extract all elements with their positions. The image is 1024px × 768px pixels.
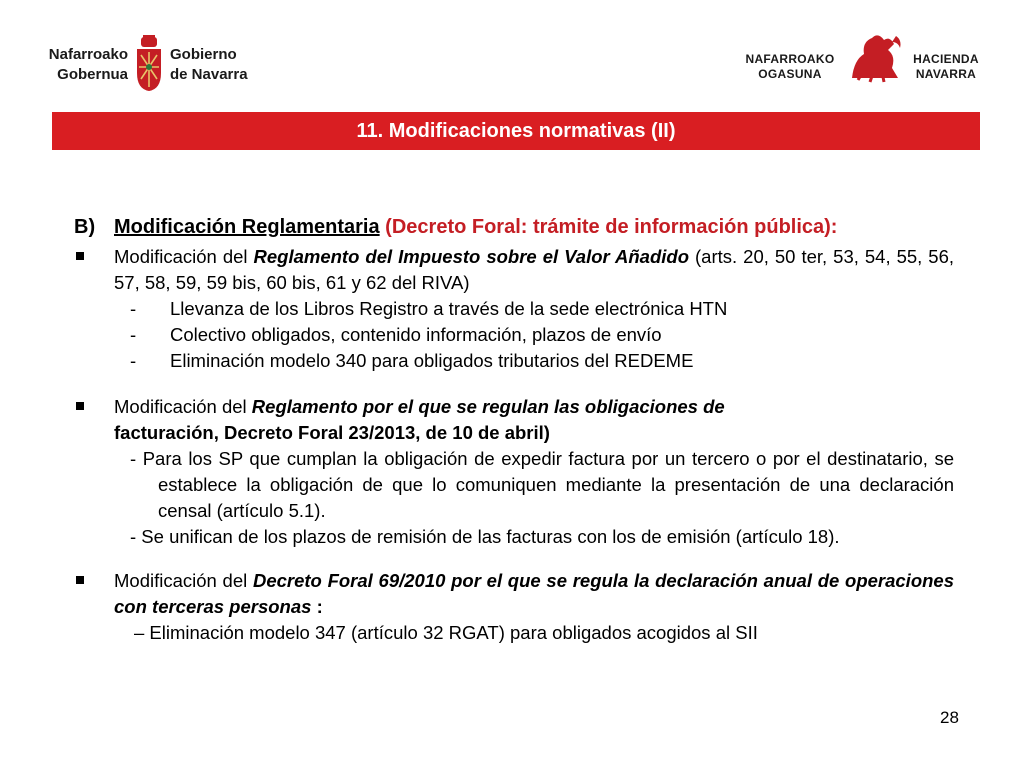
bullet-emphasis: Reglamento del Impuesto sobre el Valor Añadido [253, 246, 690, 267]
hacienda-navarra-logo [740, 30, 990, 85]
sub-item [74, 322, 954, 348]
slide-title: 11. Modificaciones normativas (II) [52, 112, 980, 150]
logo-text: Gobernua [57, 66, 128, 83]
bullet-text: (arts. 20, 50 ter, 53, 54, 55, 56, 57, 58, 59, 59 bis, 60 bis, 61 y 62 del RIVA) [114, 246, 955, 293]
logo-text: de Navarra [170, 66, 248, 83]
bullet-square-icon [76, 252, 84, 260]
bullet-item [74, 394, 954, 446]
logo-right-basque [740, 52, 840, 82]
section-heading [74, 212, 954, 242]
logo-right-spanish [906, 52, 986, 82]
sub-item-text: Llevanza de los Libros Registro a través de la sede electrónica HTN [170, 298, 728, 319]
hacienda-emblem-icon [844, 30, 906, 85]
logo-text: NAVARRA [915, 67, 977, 81]
section-letter: B) [74, 216, 96, 238]
bullet-text: Modificación del [114, 570, 253, 591]
logo-text: HACIENDA [913, 52, 979, 66]
sub-item: - Para los SP que cumplan la obligación de expedir factura por un tercero o por el destinatario, se establece la obligación de que lo comuniquen mediante la presentación de una declaración censal (artículo 5.1). [130, 448, 954, 521]
bullet-emphasis: Decreto Foral 69/2010 por el que se regula la declaración anual de operaciones con terceras personas [114, 570, 955, 617]
page-number: 28 [940, 708, 959, 727]
section-heading-underlined: Modificación Reglamentaria [114, 216, 380, 238]
sub-item-text: Eliminación modelo 340 para obligados tributarios del REDEME [170, 350, 694, 371]
bullet-text: Modificación del [114, 246, 254, 267]
slide-content [74, 212, 954, 646]
sub-item [74, 348, 954, 374]
gobierno-navarra-logo [38, 35, 268, 95]
dash-marker: - [130, 298, 137, 319]
sub-item-text: Colectivo obligados, contenido información, plazos de envío [170, 324, 662, 345]
bullet-text: Modificación del [114, 396, 252, 417]
bullet-square-icon [76, 576, 84, 584]
bullet-text: : [311, 596, 323, 617]
bullet-item [74, 568, 954, 620]
bullet-square-icon [76, 402, 84, 410]
bullet-item [74, 244, 954, 296]
dash-marker: - [130, 324, 137, 345]
dash-marker: - [130, 350, 137, 371]
section-heading-rest: (Decreto Foral: trámite de información pública): [379, 216, 838, 238]
logo-text: Gobierno [170, 46, 237, 63]
bullet-emphasis: facturación, Decreto Foral 23/2013, de 10 de abril) [114, 422, 550, 443]
logo-text: OGASUNA [758, 67, 822, 81]
bullet-emphasis: Reglamento por el que se regulan las obligaciones de [251, 396, 725, 417]
logo-left-basque [38, 45, 128, 85]
sub-item: - Se unifican de los plazos de remisión de las facturas con los de emisión (artículo 18). [130, 526, 840, 547]
sub-item: – Eliminación modelo 347 (artículo 32 RGAT) para obligados acogidos al SII [134, 622, 758, 643]
logo-left-spanish [170, 45, 248, 85]
logo-text: Nafarroako [48, 46, 128, 63]
sub-item [74, 296, 954, 322]
coat-of-arms-icon [134, 35, 164, 93]
logo-text: NAFARROAKO [745, 52, 835, 66]
